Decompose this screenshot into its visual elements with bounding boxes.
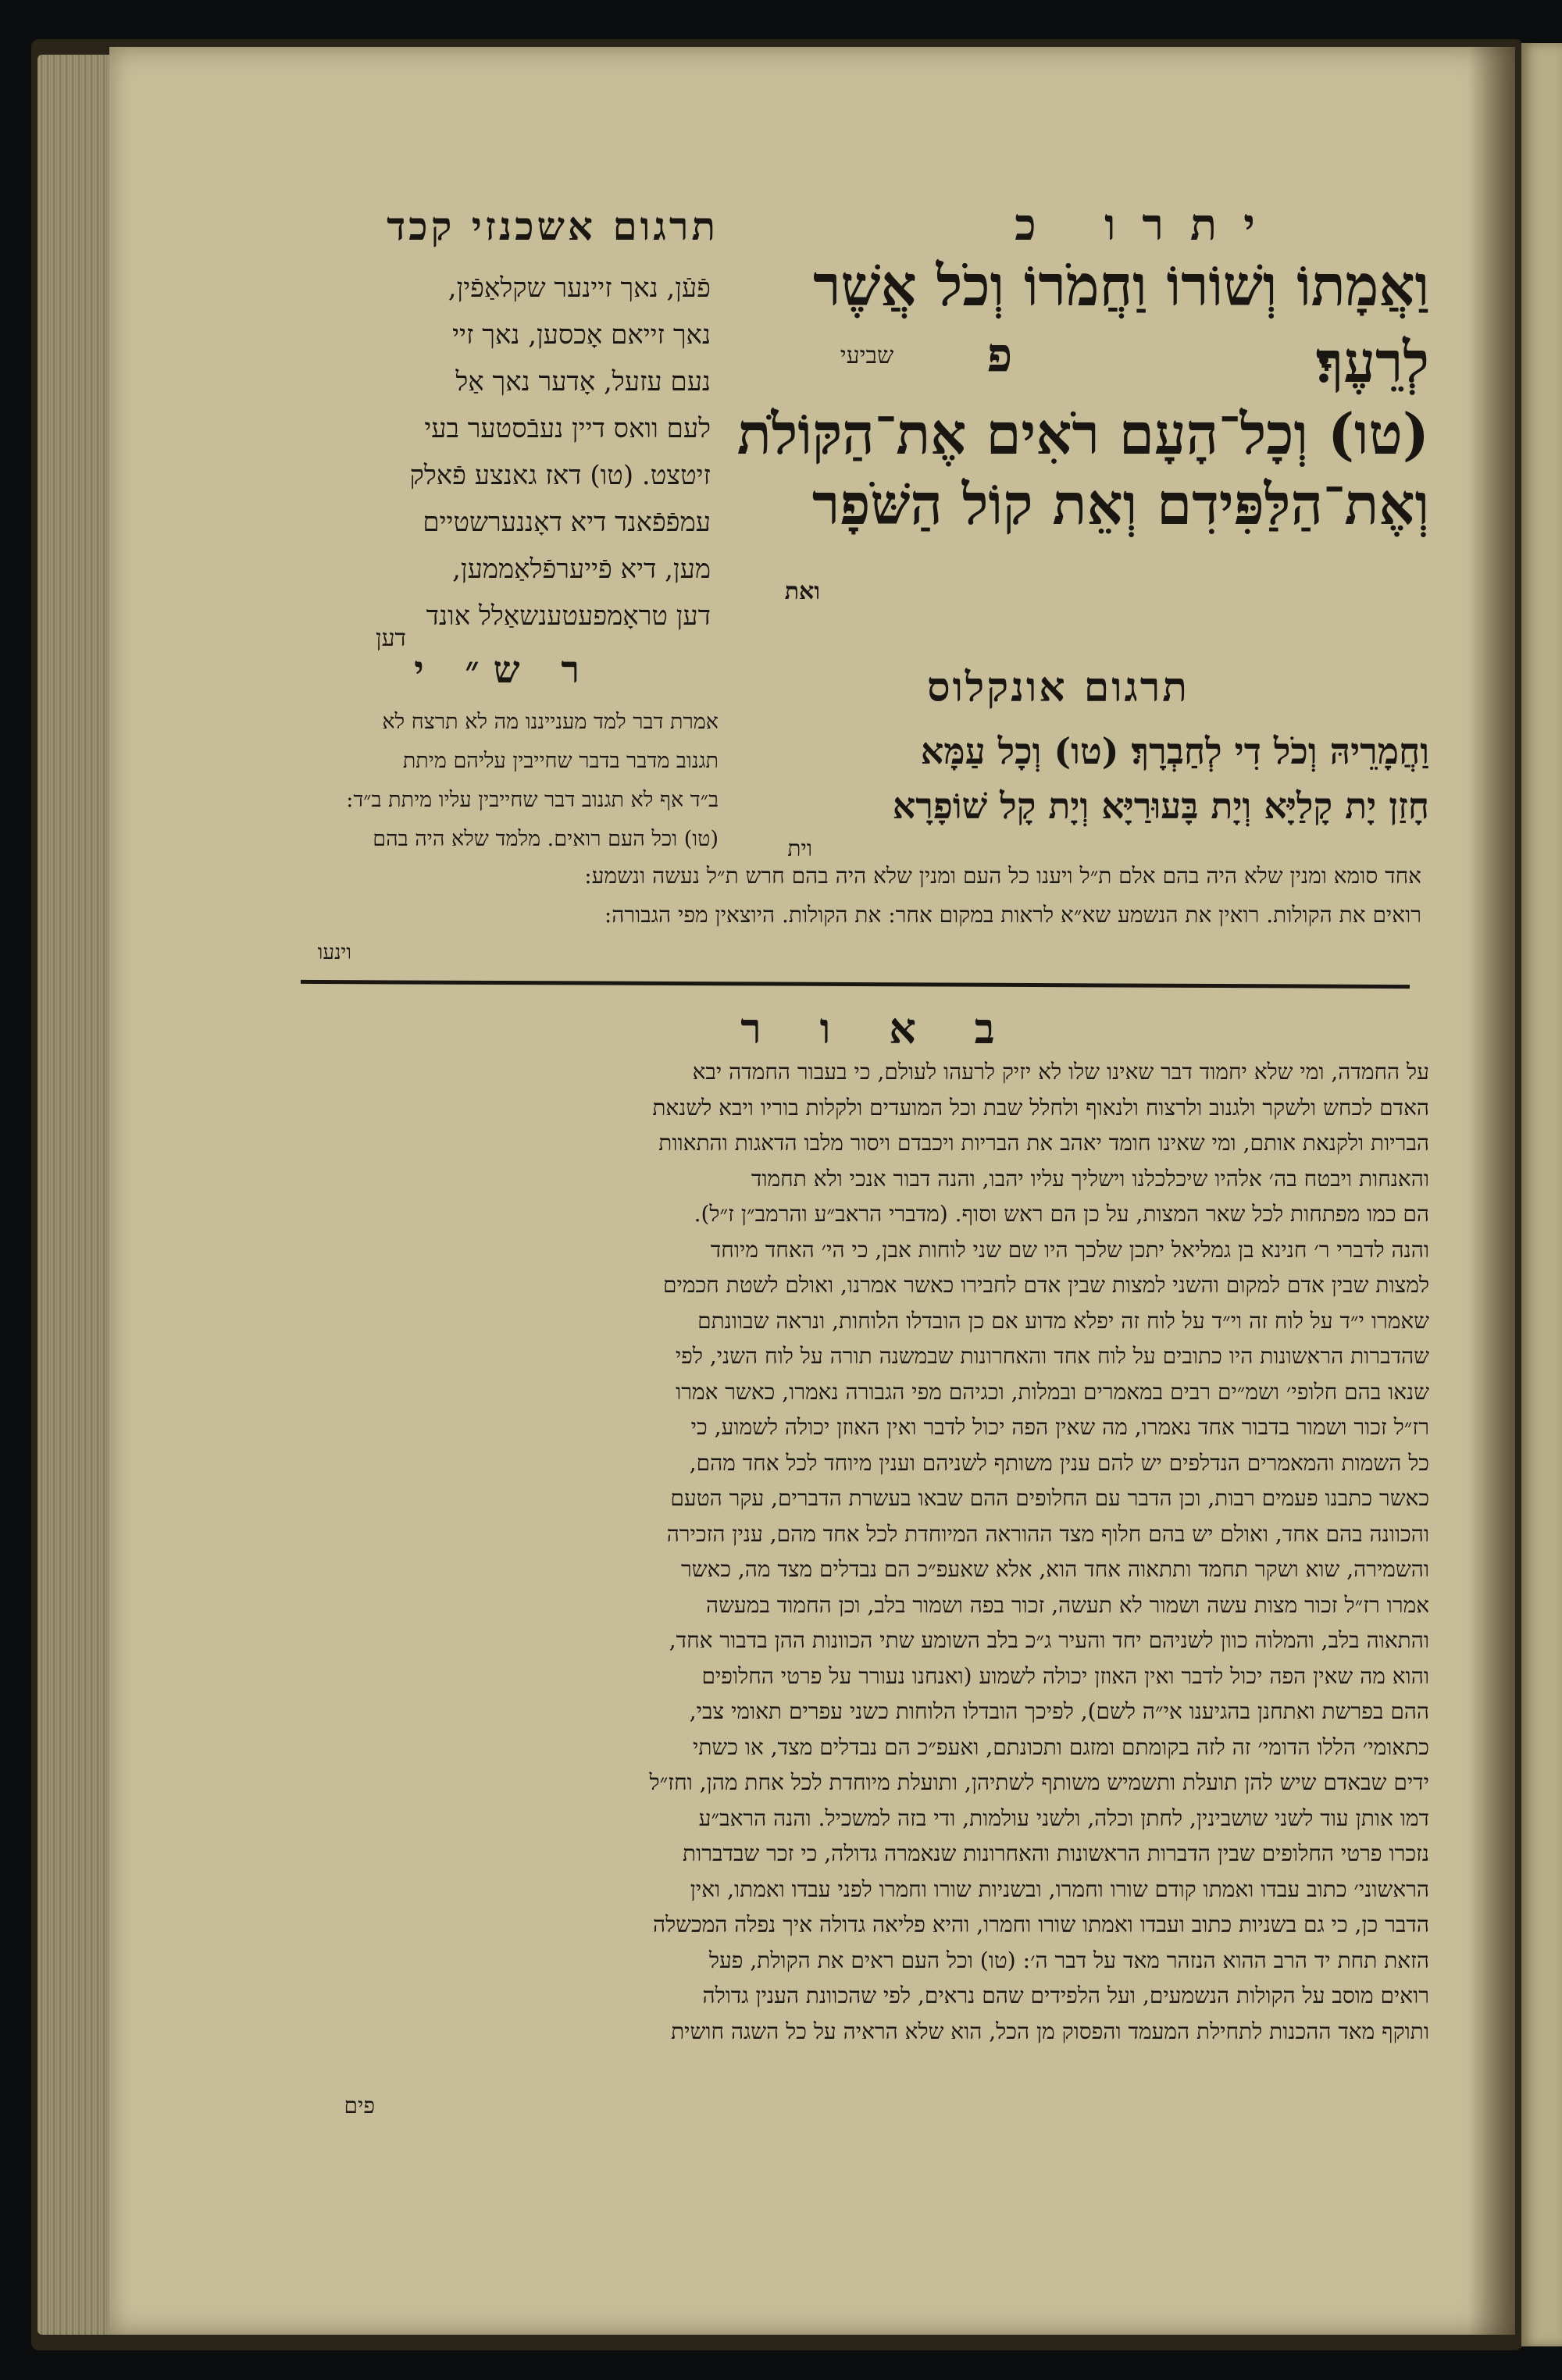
biur-line: והוא מה שאין הפה יכול לדבר ואין האוזן יכולה לשמוע (ואנחנו נעורר על פרטי החלופים (701, 1662, 1429, 1689)
yiddish-catchword: דען (375, 625, 406, 652)
hebrew-verse-line: (טו) וְכָל־הָעָם רֹאִים אֶת־הַקּוֹלֹת (736, 401, 1429, 467)
onkelos-catchword: וית (787, 835, 812, 861)
rashi-line: אמרת דבר למד מענייננו מה לא תרצח לא (382, 710, 719, 734)
rashi-title: ר ש״ י (414, 648, 594, 692)
biur-line: רואים מוסב על הקולות הנשמעים, ועל הלפידים שהם נראים, לפי שהכוונת הענין גדולה (702, 1983, 1429, 2008)
biur-line: הראשוני׳ כתוב עבדו ואמתו קודם שורו וחמרו, ובשניות שורו וחמרו לפני עבדו ואמתו, ואין (690, 1876, 1429, 1902)
book-gutter-shadow (1468, 47, 1515, 2335)
biur-line: והכוונה בהם אחד, ואולם יש בהם חלוף מצד ההוראה המיוחדת לכל אחד מהם, ענין הזכירה (666, 1520, 1429, 1547)
yiddish-line: לעם וואס דיין נעבֿסטער בעי (424, 413, 711, 444)
rashi-full-line: אחד סומא ומנין שלא היה בהם אלם ת״ל ויענו כל העם ומנין שלא היה בהם חרש ת״ל נעשה ונשמע: (584, 863, 1421, 889)
hebrew-verse-line: וַאֲמָתוֹ וְשׁוֹרוֹ וַחֲמֹרוֹ וְכֹל אֲשֶׁר (813, 252, 1429, 319)
biur-commentary (281, 1054, 1429, 2049)
hebrew-verse-line: לְרֵעֶךָ׃ (1315, 329, 1429, 395)
section-divider (301, 980, 1410, 989)
biur-line: הזאת תחת יד הרב ההוא הנזהר מאד על דבר ה׳: (טו) וכל העם ראים את הקולת, פעל (708, 1947, 1429, 1973)
yiddish-line: נעם עזעל, אָדער נאך אַל (455, 366, 711, 397)
biur-line: דמו אותן עוד לשני שושבינין, לחתן וכלה, ולשני עולמות, ודי בזה למשכיל. והנה הראב״ע (698, 1805, 1429, 1831)
onkelos-line: וַחֲמָרֵיהּ וְכֹל דִי לְחַבְרָךְ׃ (טו) וְכָל עַמָּא (920, 730, 1429, 772)
biur-line: והאנחות ויבטח בה׳ אלהיו שיכלכלנו וישליך עליו יהבו, והנה דבור אנכי ולא תחמוד (751, 1165, 1429, 1192)
biur-line: אמרו רז״ל זכור מצות עשה ושמור לא תעשה, זכור בפה ושמור בלב, וכן החמוד במעשה (706, 1591, 1429, 1618)
biur-line: כאשר כתבנו פעמים רבות, וכן הדבר עם החלופים ההם שבאו בעשרת הדברים, עקר הטעם (670, 1485, 1429, 1511)
biur-line: שהדברות הראשונות היו כתובים על לוח אחד והאחרונות שבמשנה תורה על לוח השני, לפי (675, 1343, 1429, 1369)
onkelos-title: תרגום אונקלוס (927, 664, 1189, 711)
biur-line: והשמירה, שוא ושקר תחמד ותתאוה אחד הוא, אלא שאעפ״כ הם נבדלים מצד מה, כאשר (680, 1556, 1429, 1582)
biur-catchword: פים (344, 2093, 375, 2118)
biur-line: ותוקף מאד ההכנות לתחילת המעמד והפסוק מן הכל, הוא שלא הראיה על כל השגה חושית (671, 2018, 1429, 2044)
rashi-line: (טו) וכל העם רואים. מלמד שלא היה בהם (373, 827, 719, 851)
biur-line: נזכרו פרטי החלופים שבין הדברות הראשונות והאחרונות שנאמרה גדולה, כי זכר שבדברות (683, 1840, 1429, 1866)
rashi-line: ב״ד אף לא תגנוב דבר שחייבין עליו מיתת ב״ד: (346, 788, 719, 812)
yiddish-line: פֿעֿן, נאך זיינער שקלאַפֿין, (448, 273, 711, 304)
biur-line: האדם לכחש ולשקר ולגנוב ולרצוח ולנאוף ולחלל שבת וכל המועדים ולקלות בוריו ויבא לשנאת (652, 1094, 1429, 1121)
biur-line: והנה לדברי ר׳ חנינא בן גמליאל יתכן שלכך היו שם שני לוחות אבן, כי הי׳ האחד מיוחד (710, 1236, 1429, 1263)
biur-line: למצות שבין אדם למקום והשני למצות שבין אדם לחבירו כאשר אמרנו, ואולם לשטת חכמים (663, 1272, 1429, 1298)
biur-line: על החמדה, ומי שלא יחמוד דבר שאינו שלו לא יזיק לרעהו לעולם, כי בעבור החמדה יבא (692, 1059, 1429, 1085)
aliyah-marker: שביעי (840, 342, 894, 369)
biur-line: והתאוה בלב, והמלוה כוון לשניהם יחד והעיר ג״כ בלב השומע שתי הכוונות ההן בדבור אחד, (669, 1627, 1429, 1653)
yiddish-line: מען, דיא פֿייערפֿלאַממען, (452, 554, 711, 585)
biur-title: ב א ו ר (740, 1003, 1017, 1053)
biur-line: ההם בפרשת ואתחנן בהגיענו אי״ה לשם), לפיכך הובדלו הלוחות כשני עפרים תאומי צבי, (689, 1698, 1429, 1724)
biur-line: רז״ל זכור ושמור בדבור אחד נאמרו, מה שאין הפה יכול לדבר ואין האוזן יכולה לשמוע, כי (690, 1414, 1429, 1440)
rashi-catchword: וינעו (317, 941, 351, 964)
yiddish-line: זיטצט. (טו) דאז גאנצע פֿאלק (409, 460, 711, 491)
biur-line: הם כמו מפתחות לכל שאר המצות, על כן הם ראש וסוף. (מדברי הראב״ע והרמב״ן ז״ל). (694, 1201, 1429, 1227)
petucha-mark: פ (986, 328, 1013, 383)
biur-line: הבריות ולקנאת אותם, ומי שאינו חומד יאהב את הבריות ויכבדם ויסור מלבו הדאגות והתאוות (658, 1130, 1429, 1156)
yiddish-line: נאך זייאם אָכסען, נאך זיי (452, 319, 711, 351)
biur-line: שאמרו י״ד על לוח זה וי״ד על לוח זה יפלא מדוע אם כן הובדלו הלוחות, ונראה שבוונתם (697, 1307, 1429, 1334)
onkelos-line: חָזַן יָת קָלַיָּא וְיָת בָּעוּרַיָּא וְיָת קָל שׁוֹפָרָא (892, 785, 1429, 827)
biur-line: שנאו בהם חלופי׳ ושמ״ים רבים במאמרים ובמלות, וכגיהם מפי הגבורה נאמרו, כאשר אמרו (676, 1378, 1429, 1405)
rashi-full-line: רואים את הקולות. רואין את הנשמע שא״א לראות במקום אחר: את הקולות. היוצאין מפי הגבורה: (604, 902, 1421, 928)
yiddish-line: עמפֿפֿאנד דיא דאָננערשטיים (423, 507, 711, 538)
biur-line: ידים שבאדם שיש להן תועלת ותשמיש משותף לשתיהן, ותועלת מיוחדת לכל אחת מהן, וחז״ל (649, 1769, 1429, 1795)
biur-line: הדבר כן, כי גם בשניות כתוב ועבדו ואמתו שורו וחמרו, והיא פליאה גדולה איך נפלה המכשלה (652, 1911, 1429, 1937)
biur-line: כל השמות והמאמרים הנדלפים יש להם ענין משותף לשניהם וענין מיוחד לכל אחד מהם, (689, 1449, 1429, 1476)
yiddish-translation-header: תרגום אשכנזי קכד (387, 203, 719, 249)
biur-line: כתאומי׳ הללו הדומי׳ זה לזה בקומתם ומזגם ותכונתם, ואעפ״כ הם נבדלים מצד, או כשתי (693, 1733, 1429, 1760)
rashi-line: תגנוב מדבר בדבר שחייבין עליהם מיתת (402, 749, 719, 773)
yiddish-line: דען טראָמפעטענשאַלל אונד (426, 600, 711, 632)
hebrew-verse-line: וְאֶת־הַלַּפִּידִם וְאֵת קוֹל הַשֹּׁפָר (811, 471, 1429, 537)
parasha-header: יתרו כ (1015, 199, 1282, 251)
hebrew-catchword: ואת (784, 578, 820, 605)
